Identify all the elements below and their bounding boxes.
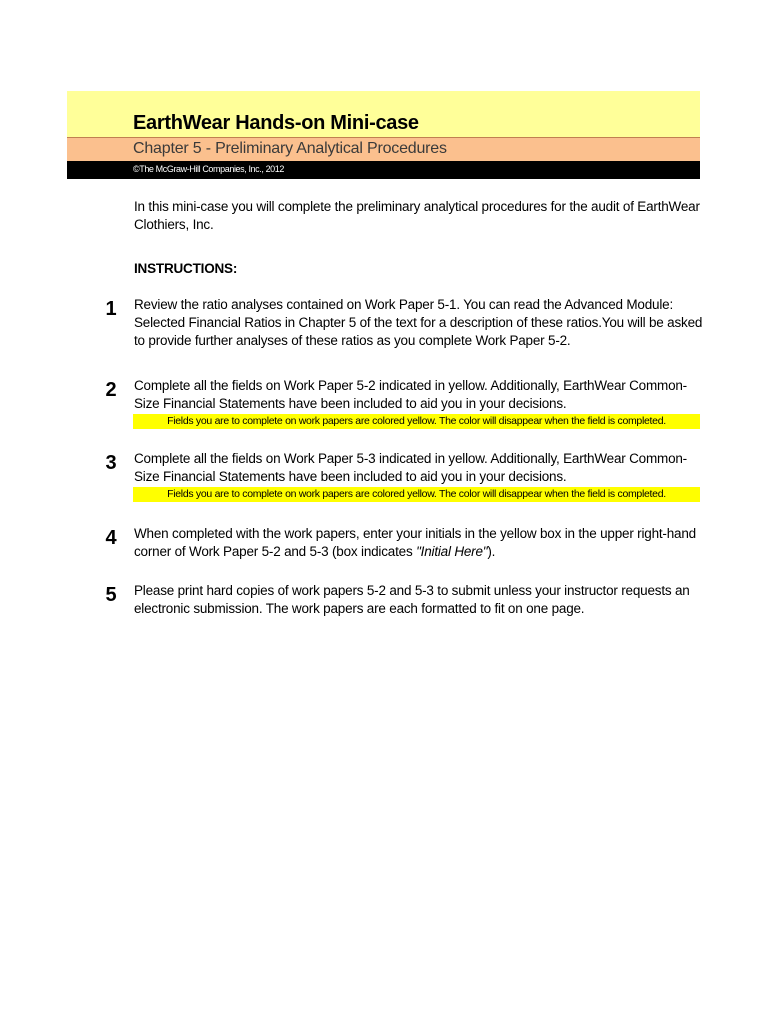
instructions-heading: INSTRUCTIONS:	[134, 261, 238, 276]
copyright-band	[67, 161, 700, 179]
step-text-start: When completed with the work papers, enter your initials in the yellow box in the upper right-hand corner of Work Paper 5-2 and 5-3 (box indicates	[134, 526, 696, 559]
step-text	[134, 525, 704, 561]
chapter-band	[67, 138, 700, 161]
intro-text: In this mini-case you will complete the preliminary analytical procedures for the audit of EarthWear Clothiers, Inc.	[134, 199, 700, 232]
page-title: EarthWear Hands-on Mini-case	[133, 112, 419, 134]
yellow-field-note: Fields you are to complete on work papers are colored yellow. The color will disappear when the field is completed.	[133, 487, 700, 502]
step-number: 1	[105, 298, 117, 320]
yellow-field-note: Fields you are to complete on work papers are colored yellow. The color will disappear when the field is completed.	[133, 414, 700, 429]
step-text: Complete all the fields on Work Paper 5-2 indicated in yellow. Additionally, EarthWear Common-Size Financial Statements have been included to aid you in your decisions.	[134, 378, 687, 411]
step-text: Review the ratio analyses contained on Work Paper 5-1. You can read the Advanced Module: Selected Financial Ratios in Chapter 5 of the text for a description of these ratios.You will be asked to provide further analyses of these ratios as you complete Work Paper 5-2.	[134, 297, 703, 348]
title-band	[67, 91, 700, 138]
step-text: Please print hard copies of work papers 5-2 and 5-3 to submit unless your instructor requests an electronic submission. The work papers are each formatted to fit on one page.	[134, 583, 690, 616]
copyright-text: ©The McGraw-Hill Companies, Inc., 2012	[133, 164, 284, 174]
initial-here-label: "Initial Here"	[416, 544, 488, 559]
step-number: 4	[105, 527, 117, 549]
step-number: 5	[105, 584, 117, 606]
step-text-end: ).	[487, 544, 496, 559]
chapter-subtitle: Chapter 5 - Preliminary Analytical Procedures	[133, 140, 447, 157]
step-number: 3	[105, 452, 117, 474]
step-number: 2	[105, 379, 117, 401]
step-text: Complete all the fields on Work Paper 5-3 indicated in yellow. Additionally, EarthWear Common-Size Financial Statements have been included to aid you in your decisions.	[134, 451, 687, 484]
